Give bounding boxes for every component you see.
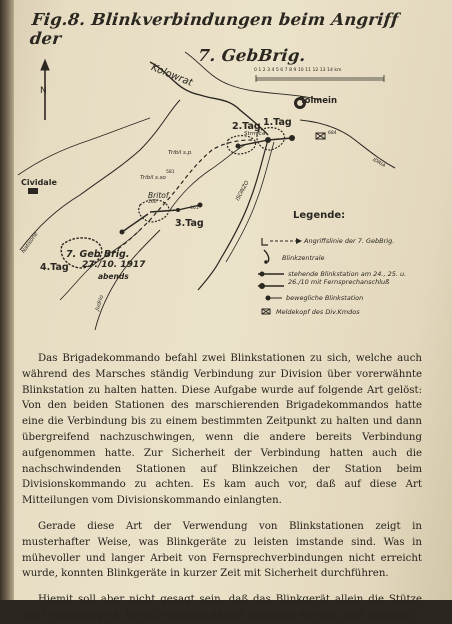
label-britof: Britof bbox=[148, 191, 169, 200]
label-day1: 1.Tag bbox=[263, 117, 292, 128]
paragraph-2: Gerade diese Art der Verwendung von Blinkstationen zeigt in musterhafter Weise, was Blinkgeräte zu leisten imstande sind. Was in mühevoller und langer Arbeit von Fernsprechverbindungen nicht erreicht wurde, konnten Blinkgeräte in kurzer Zeit mit Sicherheit durchführen. bbox=[22, 520, 422, 580]
label-natisone: Natisone bbox=[20, 231, 40, 255]
paragraph-3: Hiemit soll aber nicht gesagt sein, daß das Blinkgerät allein die Stütze der Verbindung ist. Es soll vielmehr darauf gewiesen werden, daß dasselbe, bbox=[22, 594, 422, 621]
figure-title-line-1: Fig.8. Blinkverbindungen beim Angriff der bbox=[28, 10, 400, 48]
label-day3: 3.Tag bbox=[175, 218, 204, 229]
label-day4: 4.Tag bbox=[40, 262, 69, 273]
scale-bar bbox=[256, 75, 384, 82]
label-idria: IDRIA bbox=[371, 156, 387, 170]
legend-item-mobile-station: bewegliche Blinkstation bbox=[286, 294, 364, 302]
label-date: 27./10. 1917 bbox=[82, 260, 146, 270]
label-mark-2: 581 bbox=[166, 170, 175, 175]
label-day2: 2.Tag bbox=[232, 121, 261, 132]
body-text bbox=[22, 351, 422, 624]
label-kolowrat: Kolowrat bbox=[149, 62, 195, 89]
label-tribil-so: Tribil s.so bbox=[140, 175, 166, 181]
division-hq-icon bbox=[316, 133, 325, 139]
svg-text:N: N bbox=[40, 86, 47, 96]
legend-item-meldekopf: Meldekopf des Div.Kmdos bbox=[276, 308, 360, 316]
attack-route bbox=[100, 140, 252, 260]
label-mark-4: 461 bbox=[190, 206, 199, 211]
cividale-town-icon bbox=[28, 188, 38, 194]
label-tolmein: Tolmein bbox=[300, 96, 338, 106]
label-cividale: Cividale bbox=[21, 178, 57, 187]
legend-item-blinkzentrale: Blinkzentrale bbox=[282, 254, 325, 262]
label-judrio: Judrio bbox=[94, 294, 106, 312]
label-brigade: 7. Geb Brig. bbox=[66, 249, 130, 260]
signal-lines bbox=[122, 138, 292, 232]
label-strmica: Strmica bbox=[244, 131, 266, 137]
legend-item-attack-line: Angriffslinie der 7. GebBrig. bbox=[304, 237, 395, 245]
paragraph-1: Das Brigadekommando befahl zwei Blinkstationen zu sich, welche auch während des Marsches ständig Verbindung zur Division über vorerwähnte Blinkstation zu halten hatten. Diese Aufgabe wurde auf folgende Art gelöst: Von den beiden Stationen des marschierenden Brigadekommandos hatte eine die Verbindung bis zu einem bestimmten Zeitpunkt zu halten und dann übergreifend nachzuschwingen, wenn die andere bereits Verbindung aufgenommen hatte. Zur Sicherheit der Verbindung hatten auch die nachschwindenden Stationen auf Blinkzeichen der Station beim Divisionskommando zu achten. Es kam auch vor, daß auf diese Art Mitteilungen vom Divisionskommando einlangten. bbox=[22, 353, 422, 507]
north-arrow-icon bbox=[40, 60, 49, 120]
scale-label: 0 1 2 3 4 5 6 7 8 9 10 11 12 13 14 km bbox=[254, 68, 342, 73]
label-isonzo: ISONZO bbox=[235, 180, 251, 202]
isonzo-river bbox=[198, 140, 268, 290]
legend-item-fixed-station: stehende Blinkstation am 24., 25. u. 26./10 mit Fernsprechanschluß bbox=[288, 270, 407, 286]
label-tribil-sup: Tribil s.p. bbox=[168, 150, 193, 156]
label-time: abends bbox=[98, 272, 129, 281]
label-mark-1: 684 bbox=[328, 131, 337, 136]
figure-title-line-2: 7. GebBrig. bbox=[197, 46, 307, 65]
legend-title: Legende: bbox=[293, 210, 346, 221]
label-mark-3: 260 bbox=[148, 200, 157, 205]
